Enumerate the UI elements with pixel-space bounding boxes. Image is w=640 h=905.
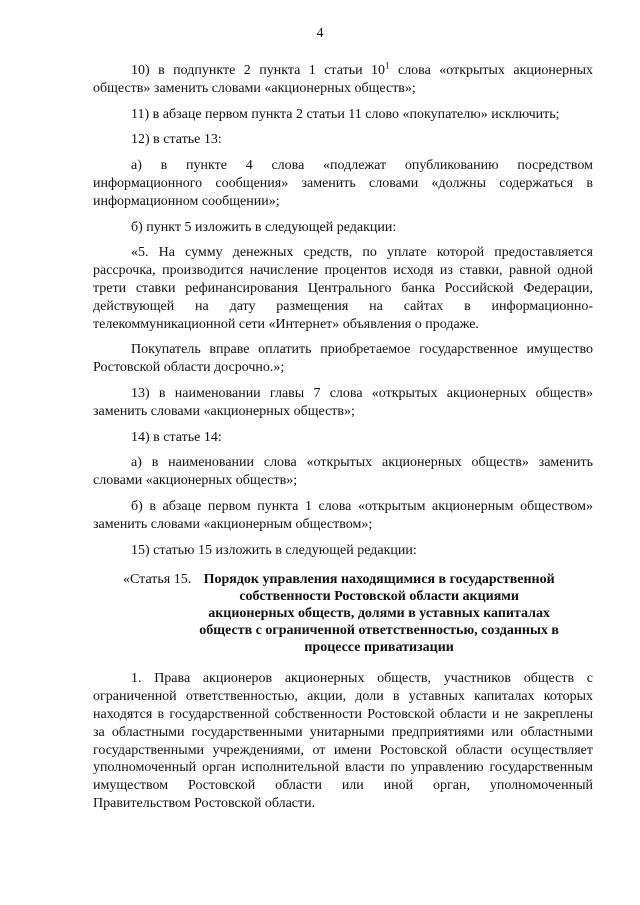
article-title: Порядок управления находящимися в государственной собственности Ростовской области акциями акционерных обществ, долями в уставных капиталах обществ с ограниченной ответственностью, созданных в процессе приватизации xyxy=(199,572,559,656)
paragraph-item-12: 12) в статье 13: xyxy=(131,132,222,148)
paragraph-item-14: 14) в статье 14: xyxy=(131,429,222,445)
document-body xyxy=(93,62,593,821)
paragraph-item-15: 15) статью 15 изложить в следующей редакции: xyxy=(131,542,417,558)
paragraph-item-12b: б) пункт 5 изложить в следующей редакции: xyxy=(131,219,397,235)
paragraph-article-point-1: 1. Права акционеров акционерных обществ, участников обществ с ограниченной ответственностью, акции, доли в уставных капиталах которых находятся в государственной собственности Ростовской области и не закреплены за областными государственными унитарными предприятиями или областными государственными учреждениями, от имени Ростовской области осуществляет уполномоченный орган исполнительной власти по управлению государственным имуществом Ростовской области или иной орган, уполномоченный Правительством Ростовской области. xyxy=(93,671,593,811)
paragraph-item-14b: б) в абзаце первом пункта 1 слова «открытым акционерным обществом» заменить словами «акционерным обществом»; xyxy=(93,498,593,532)
paragraph-item-10 xyxy=(93,62,593,98)
paragraph-item-11: 11) в абзаце первом пункта 2 статьи 11 слово «покупателю» исключить; xyxy=(131,106,560,122)
superscript-index: 1 xyxy=(385,60,390,71)
paragraph-quoted-point-5: «5. На сумму денежных средств, по уплате которой предоставляется рассрочка, производится начисление процентов исходя из ставки, равной одной трети ставки рефинансирования Центрального банка Российской Федерации, действующей на дату размещения на сайтах в информационно-телекоммуникационной сети «Интернет» объявления о продаже. xyxy=(93,245,593,332)
paragraph-item-10-post: слова «открытых акционерных обществ» заменить словами «акционерных обществ»; xyxy=(93,63,593,96)
paragraph-item-14a: а) в наименовании слова «открытых акционерных обществ» заменить словами «акционерных обществ»; xyxy=(93,455,593,489)
paragraph-buyer-prepayment: Покупатель вправе оплатить приобретаемое государственное имущество Ростовской области досрочно.»; xyxy=(93,342,593,376)
article-number: «Статья 15. xyxy=(123,572,192,588)
page-number: 4 xyxy=(316,26,324,41)
paragraph-item-12a: а) в пункте 4 слова «подлежат опубликованию посредством информационного сообщения» заменить словами «должны содержаться в информационном сообщении»; xyxy=(93,158,593,209)
paragraph-item-10-pre: 10) в подпункте 2 пункта 1 статьи 10 xyxy=(131,63,386,78)
paragraph-item-13: 13) в наименовании главы 7 слова «открытых акционерных обществ» заменить словами «акционерных обществ»; xyxy=(93,385,593,419)
article-heading xyxy=(93,571,593,656)
